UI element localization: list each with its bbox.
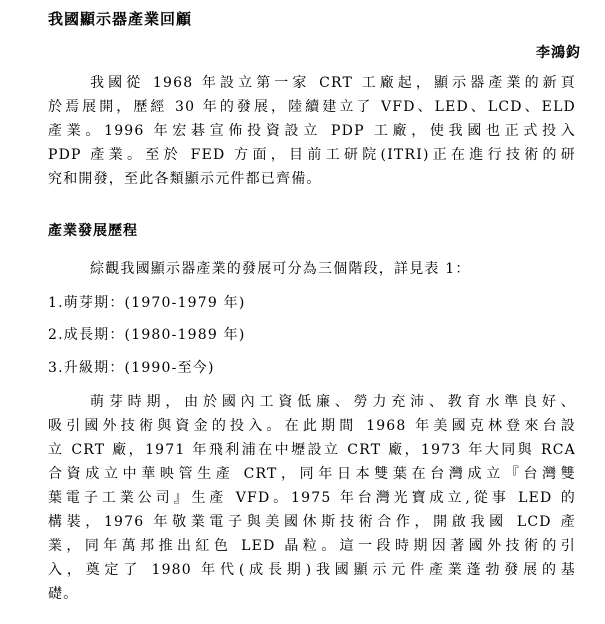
author-name: 李鴻鈞 <box>536 45 581 61</box>
germination-line: 入，奠定了 1980 年代(成長期)我國顯示元件產業蓬勃發展的基 <box>48 562 576 578</box>
intro-line: PDP 產業。至於 FED 方面，目前工研院(ITRI)正在進行技術的研 <box>48 147 576 163</box>
overview-text: 綜觀我國顯示器產業的發展可分為三個階段，詳見表 1： <box>90 261 471 277</box>
intro-paragraph <box>48 71 576 191</box>
stage-item: 3.升級期：(1990-至今) <box>48 360 215 376</box>
germination-paragraph <box>48 390 576 606</box>
germination-line: 吸引國外技術與資金的投入。在此期間 1968 年美國克林登來台設 <box>48 418 576 434</box>
germination-line: 葉電子工業公司』生產 VFD。1975 年台灣光寶成立,從事 LED 的 <box>48 490 576 506</box>
intro-line: 我國從 1968 年設立第一家 CRT 工廠起，顯示器產業的新頁 <box>90 75 576 91</box>
section-heading: 產業發展歷程 <box>48 223 138 239</box>
stage-item: 1.萌芽期：(1970-1979 年) <box>48 295 246 311</box>
germination-line: 礎。 <box>48 586 79 602</box>
intro-line: 於焉展開，歷經 30 年的發展，陸續建立了 VFD、LED、LCD、ELD <box>48 99 576 115</box>
intro-line: 究和開發，至此各類顯示元件都已齊備。 <box>48 171 322 187</box>
stage-item: 2.成長期：(1980-1989 年) <box>48 327 246 343</box>
germination-line: 業，同年萬邦推出紅色 LED 晶粒。這一段時期因著國外技術的引 <box>48 538 576 554</box>
germination-line: 構裝，1976 年敬業電子與美國休斯技術合作，開啟我國 LCD 產 <box>48 514 576 530</box>
document-title: 我國顯示器產業回顧 <box>48 10 193 28</box>
intro-line: 產業。1996 年宏碁宣佈投資設立 PDP 工廠，使我國也正式投入 <box>48 123 576 139</box>
germination-line: 萌芽時期，由於國內工資低廉、勞力充沛、教育水準良好、 <box>90 394 576 410</box>
germination-line: 立 CRT 廠，1971 年飛利浦在中壢設立 CRT 廠，1973 年大同與 RCA <box>48 442 576 458</box>
germination-line: 合資成立中華映管生產 CRT，同年日本雙葉在台灣成立『台灣雙 <box>48 466 576 482</box>
